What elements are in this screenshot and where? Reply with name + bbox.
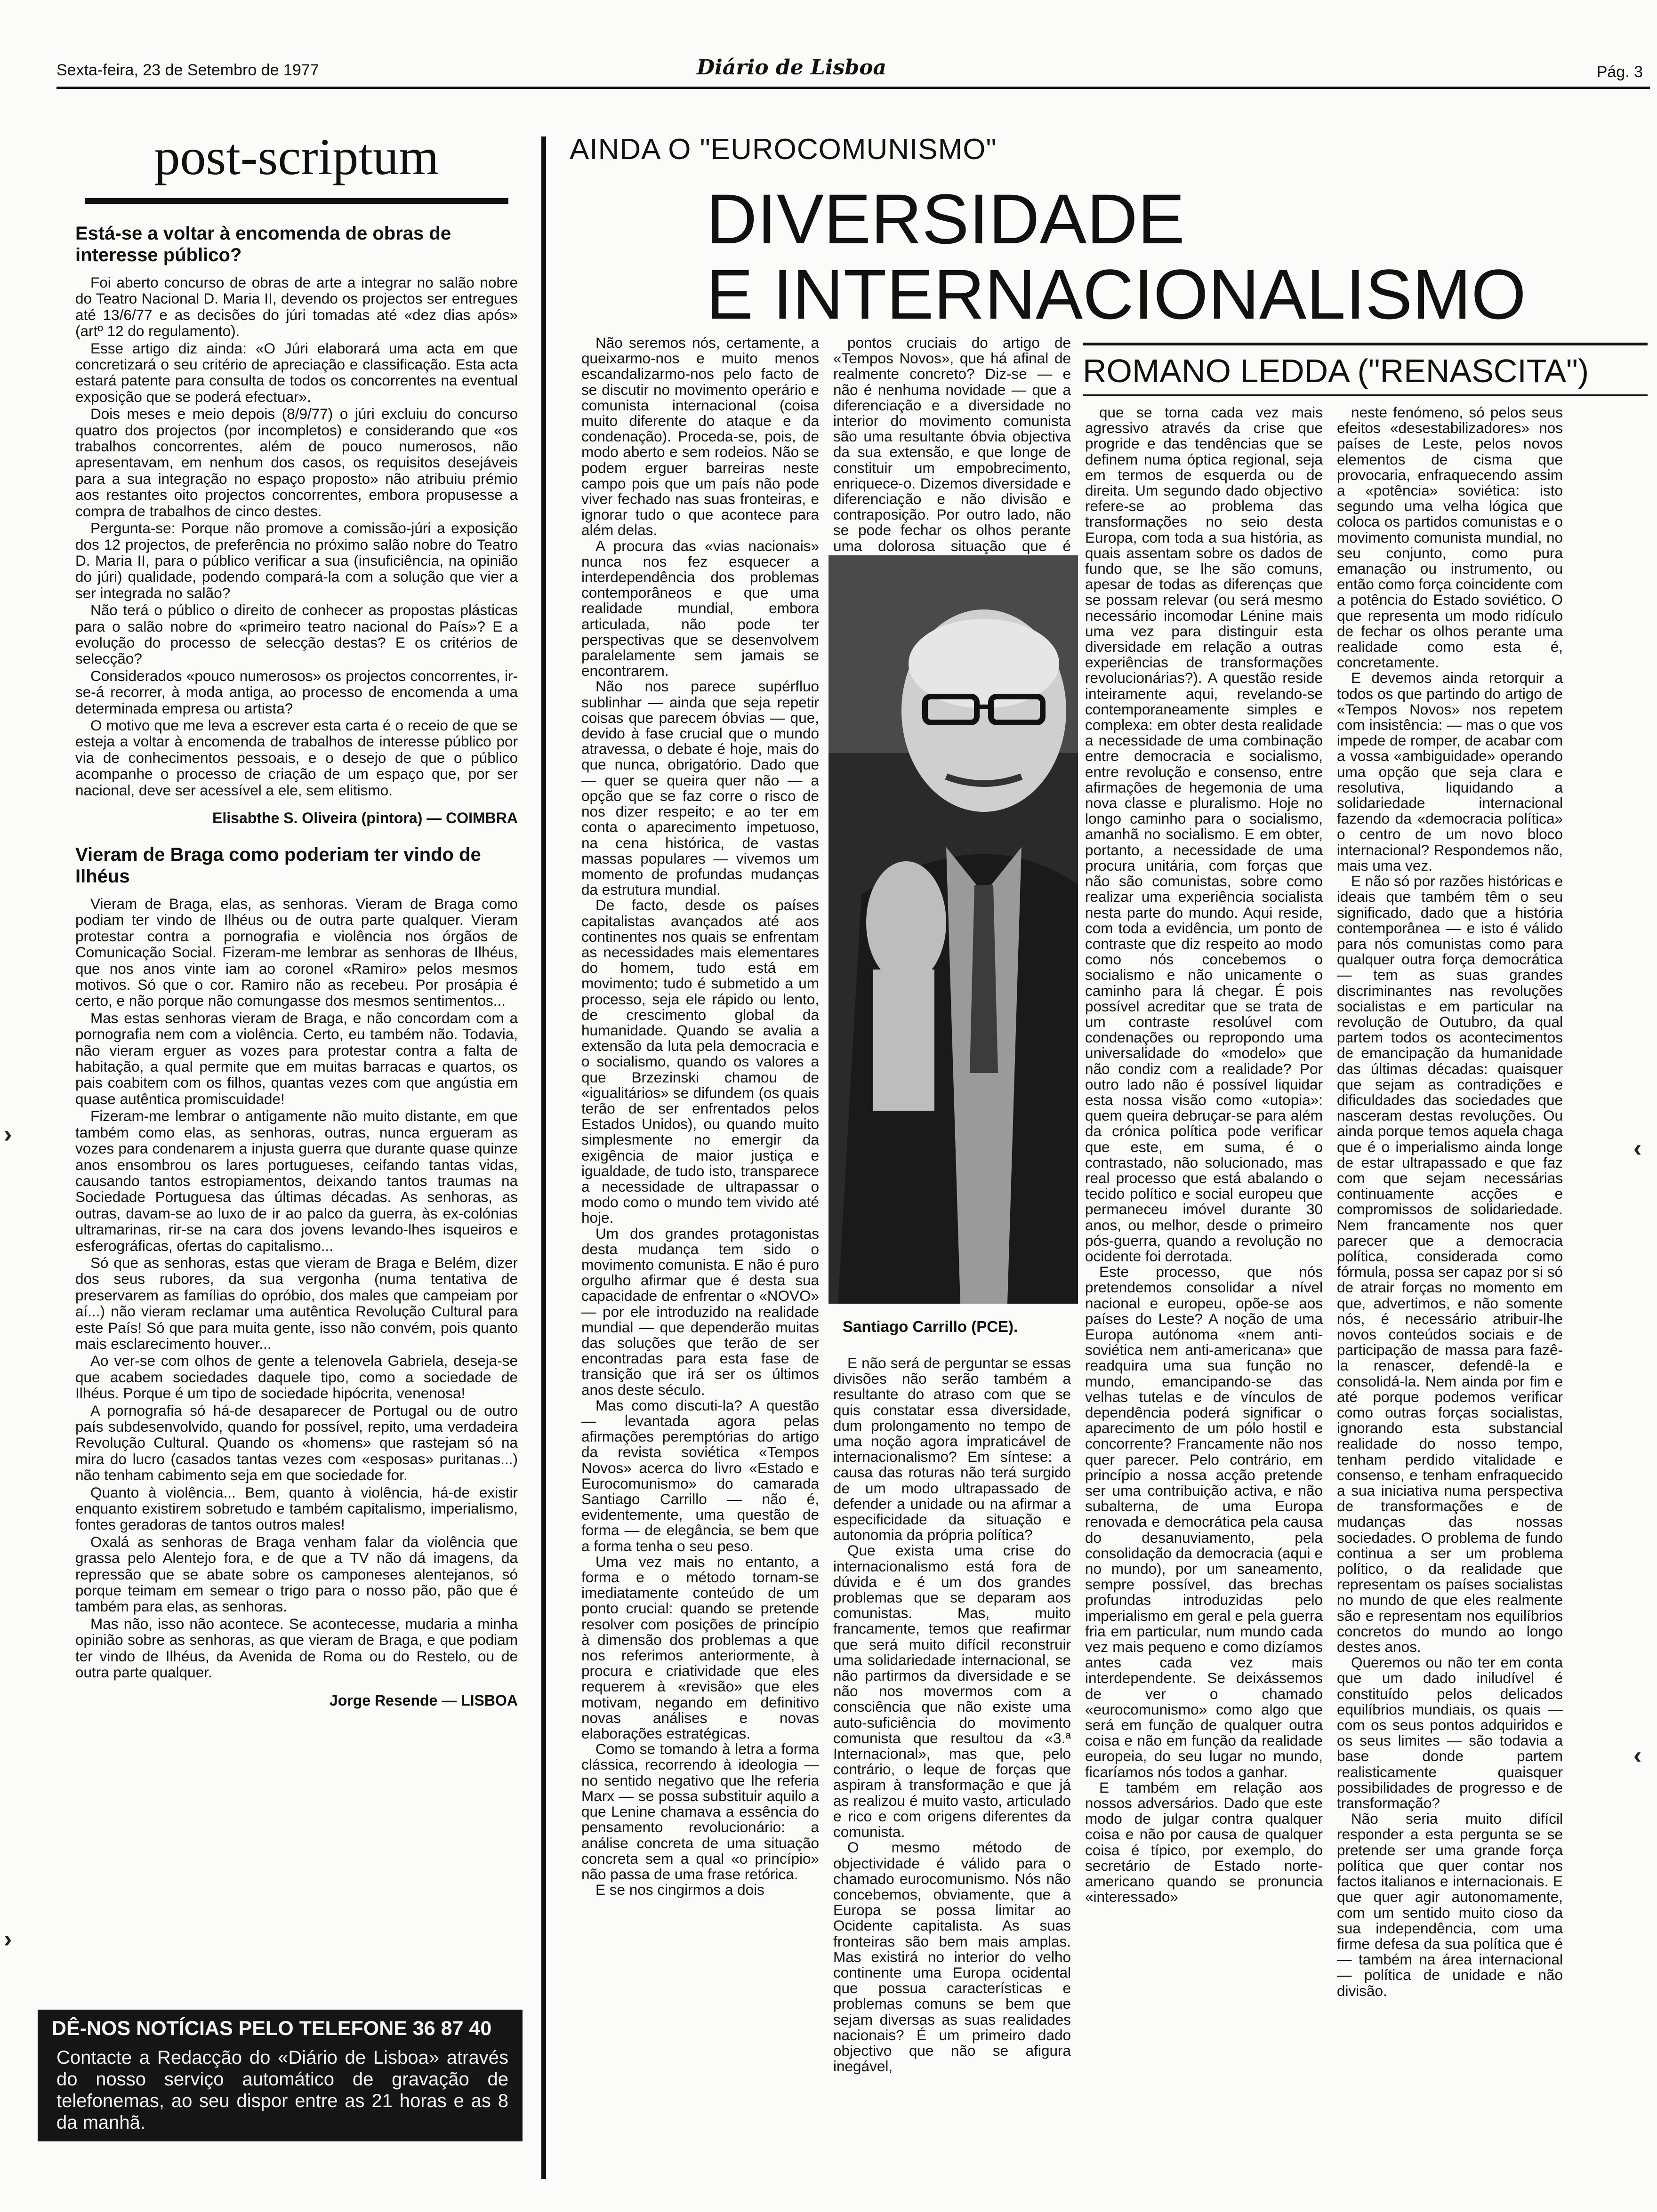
letter-1-signature: Elisabthe S. Oliveira (pintora) — COIMBRA — [212, 809, 518, 826]
paragraph: Mas estas senhoras vieram de Braga, e não concordam com a pornografia nem com a violência. Certo, eu também não. Todavia, não vieram erguer as vozes para protestar contra a falta de habitação, a qual permite que em muitas barracas e quartos, os pais coabitem com os filhos, quantas vezes com que angústia em quase autêntica promiscuidade! — [75, 1009, 518, 1107]
paragraph: A procura das «vias nacionais» nunca nos fez esquecer a interdependência dos problemas contemporâneos e que uma realidade mundial, embora articulada, não pode ter perspectivas que se desenvolvem paralelamente sem jamais se encontrarem. — [581, 537, 819, 680]
paragraph: Só que as senhoras, estas que vieram de Braga e Belém, dizer dos seus rubores, da sua vergonha (numa tentativa de preservarem as famílias do opróbio, dos males que campeiam por aí...) não vieram reclamar uma autêntica Revolução Cultural para este País! Só que para muita gente, isso não convém, pois quanto mais esclarecimento houver... — [75, 1254, 518, 1352]
paragraph: O motivo que me leva a escrever esta carta é o receio de que se esteja a voltar à encomenda de trabalhos de interesse público por via de conhecimentos pessoais, e o desejo de que o público acompanhe o processo de criação de um espaço que, por ser nacional, deve ser acessível a ele, sem elitismo. — [75, 716, 518, 799]
article-title — [706, 181, 1526, 332]
paragraph: Considerados «pouco numerosos» os projectos concorrentes, ir-se-á recorrer, à moda antiga, ao processo de encomenda a uma determinada empresa ou artista? — [75, 667, 518, 717]
paragraph: Não seria muito difícil responder a esta pergunta se se pretende ser uma grande força política que quer contar nos factos italianos e internacionais. E que quer agir autonomamente, com um sentido muito cioso da sua independência, com uma firme defesa da sua política que é — também na área internacional — política de unidade e não divisão. — [1337, 1810, 1563, 1999]
phone-box-text: Contacte a Redacção do «Diário de Lisboa» através do nosso serviço automático de gravação de telefonemas, ao seu dispor entre as 21 horas e as 8 da manhã. — [56, 2047, 508, 2133]
photo-caption: Santiago Carrillo (PCE). — [843, 1318, 1018, 1335]
paragraph: E também em relação aos nossos adversários. Dado que este modo de julgar contra qualquer coisa e não por causa de qualquer coisa é típico, por exemplo, do secretário de Estado norte-americano quando se pronuncia «interessado» — [1085, 1779, 1323, 1906]
phone-box-heading: DÊ-NOS NOTÍCIAS PELO TELEFONE 36 87 40 — [52, 2017, 492, 2040]
letter-1-author: Elisabthe S. Oliveira (pintora) — [212, 809, 423, 826]
paragraph: Pergunta-se: Porque não promove a comissão-júri a exposição dos 12 projectos, de preferência no próximo salão nobre do Teatro D. Maria II, para o público verificar a sua (insuficiência, na opinião do júri) qualidade, podendo compará-la com a solução que vier a ser integrada no salão? — [75, 520, 518, 601]
letter-2-body — [75, 896, 518, 1681]
paragraph: Oxalá as senhoras de Braga venham falar da violência que grassa pelo Alentejo fora, e de que a TV não dá imagens, da repressão que se abate sobre os camponeses alentejanos, só porque teimam em semear o trigo para o nosso pão, pão que é também para elas, as senhoras. — [75, 1533, 518, 1615]
paragraph: E se nos cingirmos a dois — [595, 1881, 764, 1899]
paragraph: Como se tomando à letra a forma clássica, recorrendo à ideologia — no sentido negativo que lhe referia Marx — se possa substituir aquilo a que Lenine chamava a essência do pensamento revolucionário: a análise concreta de uma situação concreta sem a qual «o princípio» não passa de uma frase retórica. — [581, 1740, 819, 1883]
letter-2-heading: Vieram de Braga como poderiam ter vindo de Ilhéus — [75, 844, 481, 887]
letter-1-place: COIMBRA — [446, 809, 518, 826]
postscriptum-rule — [85, 198, 508, 204]
paragraph: Dois meses e meio depois (8/9/77) o júri excluiu do concurso quatro dos projectos (por incompletos) e considerando que «os trabalhos concorrentes, além de pouco numerosos, não apresentavam, em nenhum dos casos, os requisitos desejáveis para a sua integração no espaço proposto» não atribuiu prémio aos restantes oito projectos concorrentes, embora propusesse a compra de trabalhos de cinco destes. — [75, 405, 518, 520]
paragraph: Não terá o público o direito de conhecer as propostas plásticas para o salão nobre do «primeiro teatro nacional do País»? E a evolução do processo de selecção destas? E os critérios de selecção? — [75, 601, 518, 667]
paragraph: Uma vez mais no entanto, a forma e o método tornam-se imediatamente conteúdo de um ponto crucial: quando se pretende resolver com posições de princípio à dimensão dos problemas a que nos referimos anteriormente, à procura e criatividade que eles requerem à «revisão» que eles motivam, negando em definitivo novas análises e novas elaborações estratégicas. — [581, 1553, 819, 1742]
paragraph: Que exista uma crise do internacionalismo está fora de dúvida e é um dos grandes problemas que se deparam aos comunistas. Mas, muito francamente, temos que reafirmar que será muito difícil reconstruir uma solidariedade internacional, se não partirmos da diversidade e se não nos movermos com a consciência que não existe uma auto-suficiência do movimento comunista que resultou da «3.ª Internacional», mas que, pelo contrário, o leque de forças que aspiram à transformação e que já as realizou é muito vasto, articulado e rico e com origens diferentes da comunista. — [833, 1542, 1071, 1841]
article-title-line-2: E INTERNACIONALISMO — [706, 255, 1526, 334]
binding-marker: › — [4, 1121, 12, 1148]
paragraph: E não será de perguntar se essas divisões não serão também a resultante do atraso com que se quis constatar essa diversidade, dum prolongamento no tempo de uma noção agora impraticável de internacionalismo? Em síntese: a causa das roturas não terá surgido de um modo ultrapassado de defender a unidade ou na afirmar a especificidade da situação e autonomia da própria política? — [833, 1354, 1071, 1544]
paragraph: pontos cruciais do artigo de «Tempos Novos», que há afinal de realmente concreto? Diz-se — e não é nenhuma novidade — que a diferenciação e a diversidade no interior do movimento comunista são uma resultante óbvia objectiva da sua extensão, e que longe de constituir um empobrecimento, enriquece-o. Dizemos diversidade e diferenciação e não divisão e contraposição. Por outro lado, não se pode fechar os olhos perante uma dolorosa situação que é — [833, 334, 1071, 554]
issue-date: Sexta-feira, 23 de Setembro de 1977 — [56, 61, 319, 79]
paragraph: A pornografia só há-de desaparecer de Portugal ou de outro país subdesenvolvido, quando for possível, repito, uma verdadeira Revolução Cultural. Quando os «homens» que rastejam só na mira do lucro (casados tantas vezes com «esposas» puritanas...) não tenham cabimento seja em que sociedade for. — [75, 1402, 518, 1484]
article-title-line-1: DIVERSIDADE — [706, 179, 1185, 258]
article-column-1 — [581, 335, 819, 2199]
paragraph: Um dos grandes protagonistas desta mudança tem sido o movimento comunista. E não é puro orgulho afirmar que é desta sua capacidade de enfrentar o «NOVO» — por ele introduzido na realidade mundial — que dependerão muitas das soluções que terão de ser encontradas para esta fase de transição que irá ser os últimos anos deste século. — [581, 1225, 819, 1398]
paragraph: Não nos parece supérfluo sublinhar — ainda que seja repetir coisas que parecem óbvias — que, devido à fase crucial que o mundo atravessa, o debate é hoje, mais do que nunca, obrigatório. Dado que — quer se queira quer não — a opção que se faz corre o risco de nos dizer respeito; e ao ter em conta o aparecimento impetuoso, na cena histórica, de vastas massas populares — vivemos um momento de profundas mudanças da estrutura mundial. — [581, 678, 819, 898]
column-divider — [541, 136, 546, 2179]
header-rule — [56, 87, 1650, 89]
paragraph: Esse artigo diz ainda: «O Júri elaborará uma acta em que concretizará o seu critério de apreciação e classificação. Esta acta estará patente para consulta de todos os concorrentes na eventual exposição que se poderá efectuar». — [75, 339, 518, 405]
santiago-carrillo-photo — [828, 555, 1078, 1304]
letter-2-place: LISBOA — [461, 1691, 518, 1709]
author-rule-bottom — [1083, 394, 1648, 396]
paragraph: Mas como discuti-la? A questão — levantada agora pelas afirmações peremptórias do artigo da revista soviética «Tempos Novos» acerca do livro «Estado e Eurocomunismo» do camarada Santiago Carrillo — não é, evidentemente, uma questão de forma — de elegância, se bem que a forma tenha o seu peso. — [581, 1396, 819, 1555]
page-header — [0, 0, 1657, 80]
letter-1-body — [75, 274, 518, 798]
paragraph: Não seremos nós, certamente, a queixarmo-nos e muito menos escandalizarmo-nos pelo facto de se discutir no movimento operário e comunista internacional (coisa muito diferente do ataque e da condenação). Proceda-se, pois, de modo aberto e sem rodeios. Não se podem erguer barreiras neste campo pois que um país não pode viver fechado nas suas fronteiras, e ignorar tudo o que acontece para além delas. — [581, 334, 819, 539]
paragraph: Queremos ou não ter em conta que um dado iniludível é constituído pelos delicados equilíbrios mundiais, os quais — com os seus pontos adquiridos e os seus limites — são todavia a base donde partem realisticamente quaisquer possibilidades de progresso e de transformação? — [1337, 1654, 1563, 1812]
letter-1 — [75, 223, 518, 827]
paragraph: Fizeram-me lembrar o antigamente não muito distante, em que também como elas, as senhoras, outras, nunca ergueram as vozes para condenarem a injusta guerra que durante quase quinze anos ensombrou os lares portugueses, ceifando tantas vidas, causando tantos estropiamentos, deixando tantos traumas na Sociedade Portuguesa das últimas décadas. As senhoras, as outras, davam-se ao luxo de ir ao palco da guerra, às ex-colónias ultramarinas, rir-se na cara dos jovens levando-lhes isqueiros e esferográficas, ofertas do capitalismo... — [75, 1107, 518, 1254]
paragraph: Vieram de Braga, elas, as senhoras. Vieram de Braga como podiam ter vindo de Ilhéus ou de outra parte qualquer. Vieram protestar contra a pornografia e violência nos órgãos de Comunicação Social. Fizeram-me lembrar as senhoras de Ilhéus, que nos anos vinte iam ao coronel «Ramiro» pelos mesmos motivos. Só que o cor. Ramiro não as recebeu. Por prosápia é certo, e não porque não comungasse dos mesmos sentimentos... — [75, 895, 518, 1010]
paragraph: Ao ver-se com olhos de gente a telenovela Gabriela, deseja-se que acabem sociedades daquele tipo, como a sociedade de Ilhéus. Porque é um tipo de sociedade hipócrita, venenosa! — [75, 1352, 518, 1402]
article-column-4 — [1337, 405, 1563, 2203]
author-rule-top — [1083, 343, 1648, 345]
letter-2 — [75, 844, 518, 1709]
letter-2-signature: Jorge Resende — LISBOA — [329, 1691, 518, 1709]
paragraph: Quanto à violência... Bem, quanto à violência, há-de existir enquanto existirem sobretudo e também capitalismo, imperialismo, fontes geradoras de tantos outros males! — [75, 1483, 518, 1533]
binding-marker: ‹ — [1633, 1742, 1642, 1769]
paragraph: Este processo, que nós pretendemos consolidar a nível nacional e europeu, opõe-se aos países do Leste? A noção de uma Europa autónoma «nem anti-soviética nem anti-americana» que readquira uma sua função no mundo, emancipando-se das velhas tutelas e de vínculos de dependência poderá significar o aparecimento de um pólo hostil e concorrente? Francamente não nos quer parecer. Pelo contrário, em princípio a nossa acção pretende ser uma contribuição activa, e não subalterna, de uma Europa renovada e democrática pela causa do desanuviamento, pela consolidação da democracia (aqui e no mundo), por um saneamento, sempre possível, das brechas profundas introduzidas pelo imperialismo em geral e pela guerra fria em particular, num mundo cada vez mais pequeno e como dizíamos antes cada vez mais interdependente. Se deixássemos de ver o chamado «eurocomunismo» como algo que será em função de qualquer outra coisa e não em função da realidade europeia, do seu lugar no mundo, ficaríamos nós todos a ganhar. — [1085, 1263, 1323, 1780]
paragraph: E devemos ainda retorquir a todos os que partindo do artigo de «Tempos Novos» nos repetem com insistência: — mas o que vos impede de romper, de acabar com a vossa «ambiguidade» operando uma opção que seja clara e resolutiva, liquidando a solidariedade internacional fazendo da «democracia política» o centro de um novo bloco internacional? Respondemos não, mais uma vez. — [1337, 669, 1563, 874]
article-column-2-bottom — [833, 1355, 1071, 2203]
paragraph: neste fenómeno, só pelos seus efeitos «desestabilizadores» nos países de Leste, pelos novos elementos de cisma que provocaria, enfraquecendo assim a «potência» soviética: isto segundo uma velha lógica que coloca os partidos comunistas e o movimento comunista mundial, no seu conjunto, como pura emanação ou instrumento, ou então como força coincidente com a potência do Estado soviético. O que representa um modo ridículo de fechar os olhos perante uma realidade como esta é, concretamente. — [1337, 404, 1563, 671]
page-number: Pág. 3 — [1596, 63, 1643, 81]
masthead: Diário de Lisboa — [697, 56, 887, 80]
article-kicker: AINDA O "EUROCOMUNISMO" — [570, 133, 997, 166]
phone-news-box — [38, 2010, 523, 2141]
letter-2-author: Jorge Resende — [329, 1691, 438, 1709]
article-author: ROMANO LEDDA ("RENASCITA") — [1083, 353, 1589, 389]
paragraph: E não só por razões históricas e ideais que também têm o seu significado, dado que a história contemporânea — e isto é válido para nós comunistas como para qualquer outra força democrática — tem as suas grandes discriminantes nas revoluções socialistas e em particular na revolução de Outubro, da qual partem todos os acontecimentos de emancipação da humanidade das últimas décadas: quaisquer que sejam as contradições e dificuldades das sociedades que nasceram destas revoluções. Ou ainda porque temos aquela chaga que é o imperialismo ainda longe de estar ultrapassado e que faz com que sejam necessárias continuamente acções e compromissos de solidariedade. Nem francamente nos quer parecer que a democracia política, considerada como fórmula, possa ser capaz por si só de atrair forças no momento em que, advertimos, e não somente nós, é necessário atribuir-lhe novos conteúdos sociais e de participação de massa para fazê-la renascer, defendê-la e consolidá-la. Nem ainda por fim e até porque podemos verificar como outras forças socialistas, ignorando esta substancial realidade do nosso tempo, tenham perdido vitalidade e consenso, e tenham enfraquecido a sua iniciativa numa perspectiva de transformações e de mudanças das nossas sociedades. O problema de fundo continua a ser um problema político, o da realidade que representam os países socialistas no mundo de que eles realmente são e representam nos equilíbrios concretos do mundo ao longo destes anos. — [1337, 873, 1563, 1656]
postscriptum-column — [75, 127, 518, 1726]
postscriptum-title: post-scriptum — [154, 128, 439, 185]
paragraph: Mas não, isso não acontece. Se acontecesse, mudaria a minha opinião sobre as senhoras, as que vieram de Braga, e que podiam ter vindo de Ilhéus, da Avenida de Roma ou do Restelo, ou de outra parte qualquer. — [75, 1615, 518, 1681]
portrait-illustration — [828, 555, 1078, 1304]
paragraph: O mesmo método de objectividade é válido para o chamado eurocomunismo. Nós não concebemos, obviamente, que a Europa se possa limitar ao Ocidente capitalista. As suas fronteiras são bem mais amplas. Mas existirá no interior do velho continente uma Europa ocidental que possua características e problemas comuns se bem que sejam diversas as suas realidades nacionais? É um primeiro dado objectivo que não se afigura inegável, — [833, 1839, 1071, 2075]
paragraph: que se torna cada vez mais agressivo através da crise que progride e das tendências que se definem numa óptica regional, seja em termos de esquerda ou de direita. Um segundo dado objectivo refere-se ao problema das transformações no seio desta Europa, com toda a sua história, as quais assentam sobre os dados de fundo que, se lhe são comuns, apesar de todas as diferenças que se possam relevar (ou será mesmo necessário incomodar Lénine mais uma vez para distinguir esta diversidade em relação a outras experiências de transformações revolucionárias?). A questão reside inteiramente aqui, revelando-se contemporaneamente simples e complexa: em obter desta realidade a necessidade de uma combinação entre democracia e socialismo, entre revolução e consenso, entre afirmações de hegemonia de uma nova classe e pluralismo. Hoje no longo caminho para o socialismo, amanhã no socialismo. E em obter, portanto, a necessidade de uma procura unitária, com forças que não são comunistas, sobre como realizar uma experiência socialista nesta parte do mundo. Aqui reside, com toda a evidência, um ponto de contraste que diz respeito ao modo como nós concebemos o socialismo e não unicamente o caminho para lá chegar. É pois possível acreditar que se trata de um contraste resolúvel com condenações ou repropondo uma universalidade do «modelo» que não condiz com a realidade? Por outro lado não é possível liquidar esta nossa visão como «utopia»: quem queira debruçar-se para além da crónica política pode verificar que este, em suma, é o contrastado, não solucionado, mas real processo que está abalando o tecido político e social europeu que permaneceu imóvel durante 30 anos, ou melhor, desde o primeiro pós-guerra, quando a revolução no ocidente foi derrotada. — [1085, 404, 1323, 1265]
paragraph: De facto, desde os países capitalistas avançados até aos continentes nos quais se enfrentam as necessidades mais elementares do homem, tudo está em movimento; tudo é submetido a um processo, seja ele rápido ou lento, de crescimento global da humanidade. Quando se avalia a extensão da luta pela democracia e o socialismo, quando os valores a que Brzezinski chamou de «igualitários» se difundem (os quais terão de ser enfrentados pelos Estados Unidos), ou quando muito simplesmente no emergir da exigência de maior justiça e igualdade, de tudo isto, transparece a necessidade de ultrapassar o modo como o mundo tem vivido até hoje. — [581, 897, 819, 1226]
letter-1-heading: Está-se a voltar à encomenda de obras de interesse público? — [75, 223, 451, 265]
binding-marker: ‹ — [1633, 1135, 1642, 1162]
article-column-3 — [1085, 405, 1323, 2203]
paragraph: Foi aberto concurso de obras de arte a integrar no salão nobre do Teatro Nacional D. Maria II, devendo os projectos ser entregues até 13/6/77 e as decisões do júri tomadas até «dez dias após» (artº 12 do regulamento). — [75, 274, 518, 340]
binding-marker: › — [4, 1925, 12, 1953]
